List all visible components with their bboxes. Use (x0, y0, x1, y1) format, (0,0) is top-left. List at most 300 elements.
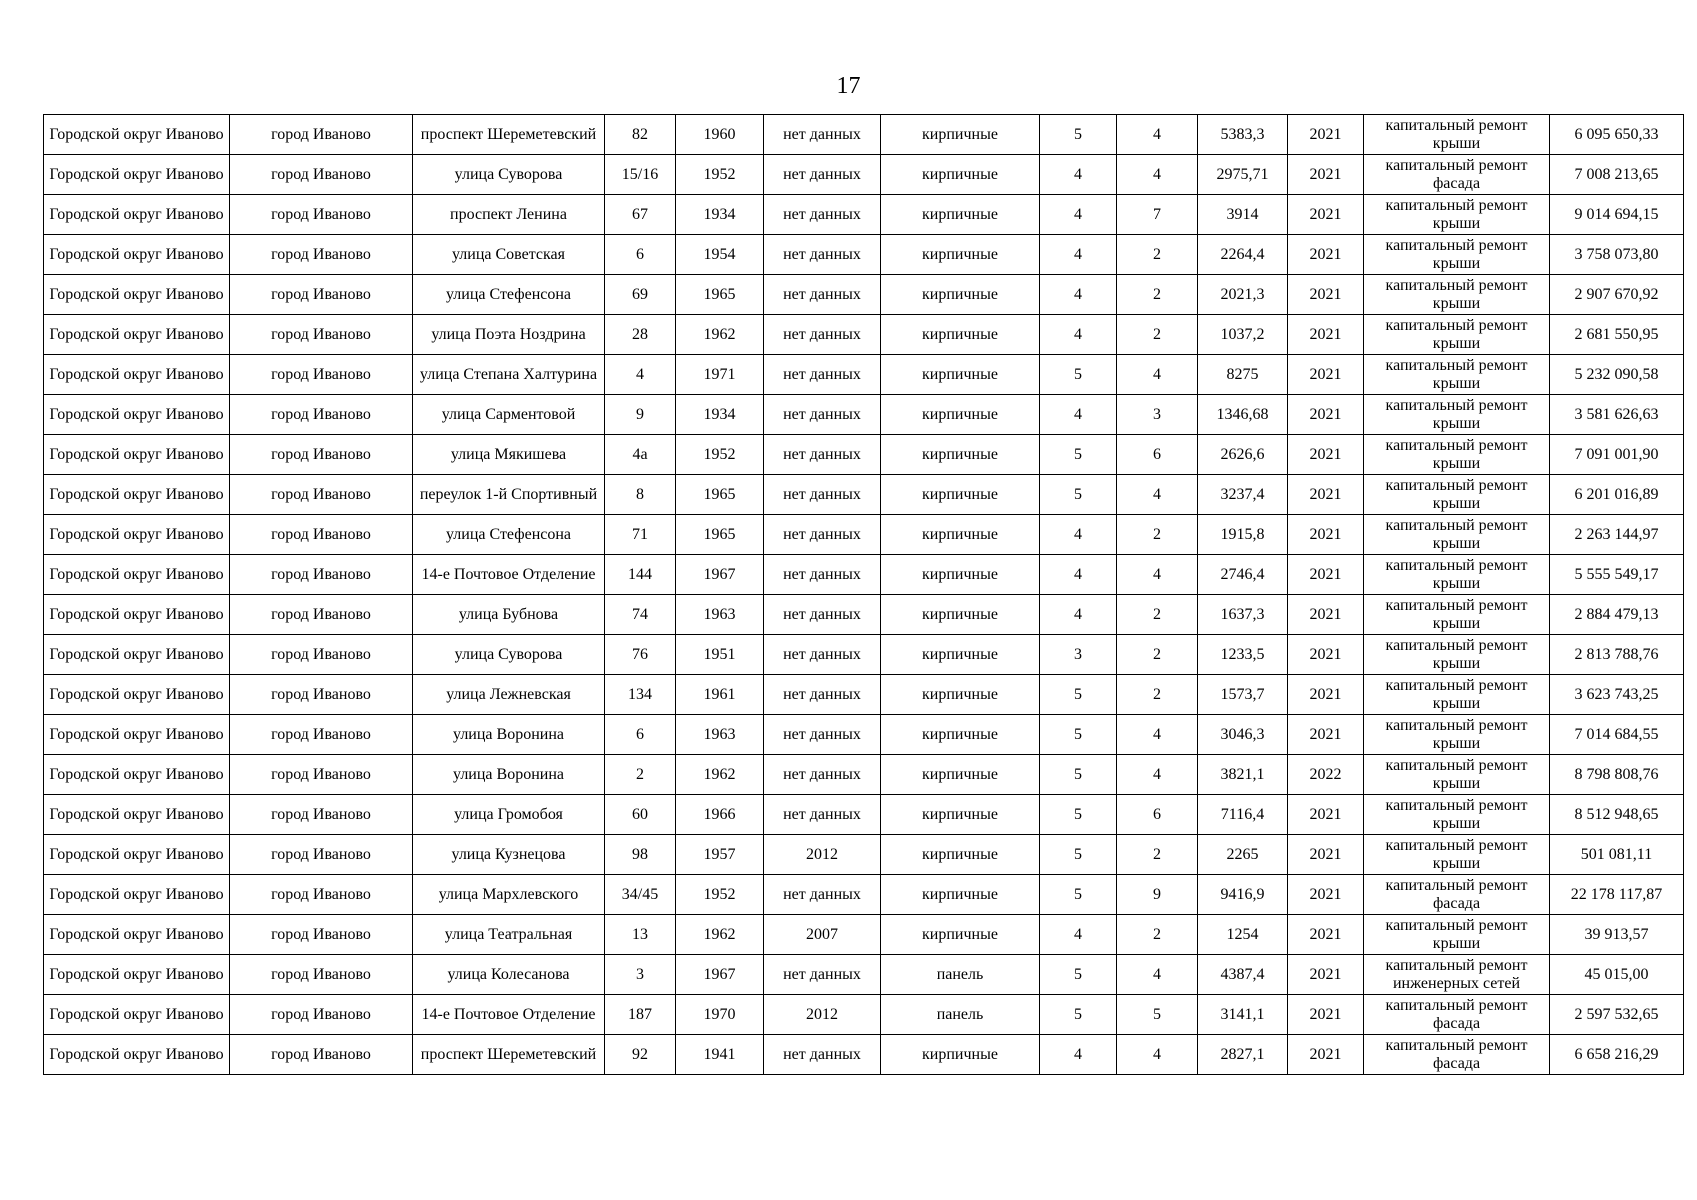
floors-cell: 5 (1040, 115, 1117, 155)
built-year-cell: 1952 (676, 435, 764, 475)
planned-year-cell: 2021 (1288, 595, 1364, 635)
work-type-cell: капитальный ремонт крыши (1364, 235, 1550, 275)
planned-year-cell: 2021 (1288, 995, 1364, 1035)
cost-cell: 5 232 090,58 (1550, 355, 1684, 395)
house-number-cell: 69 (605, 275, 676, 315)
table-row (44, 235, 1684, 275)
house-number-cell: 4а (605, 435, 676, 475)
area-cell: 5383,3 (1198, 115, 1288, 155)
built-year-cell: 1957 (676, 835, 764, 875)
table-row (44, 515, 1684, 555)
work-type-cell: капитальный ремонт крыши (1364, 555, 1550, 595)
municipality-cell: Городской округ Иваново (44, 875, 230, 915)
municipality-cell: Городской округ Иваново (44, 435, 230, 475)
built-year-cell: 1963 (676, 595, 764, 635)
entrances-cell: 2 (1117, 915, 1198, 955)
table-row (44, 155, 1684, 195)
planned-year-cell: 2021 (1288, 635, 1364, 675)
built-year-cell: 1952 (676, 875, 764, 915)
street-cell: улица Стефенсона (413, 275, 605, 315)
last-repair-year-cell: нет данных (764, 795, 881, 835)
work-type-cell: капитальный ремонт крыши (1364, 195, 1550, 235)
wall-material-cell: кирпичные (881, 115, 1040, 155)
wall-material-cell: кирпичные (881, 555, 1040, 595)
municipality-cell: Городской округ Иваново (44, 675, 230, 715)
wall-material-cell: кирпичные (881, 755, 1040, 795)
street-cell: улица Лежневская (413, 675, 605, 715)
built-year-cell: 1941 (676, 1035, 764, 1075)
entrances-cell: 2 (1117, 675, 1198, 715)
settlement-cell: город Иваново (230, 555, 413, 595)
last-repair-year-cell: нет данных (764, 235, 881, 275)
floors-cell: 4 (1040, 395, 1117, 435)
entrances-cell: 2 (1117, 595, 1198, 635)
cost-cell: 7 014 684,55 (1550, 715, 1684, 755)
municipality-cell: Городской округ Иваново (44, 955, 230, 995)
house-number-cell: 74 (605, 595, 676, 635)
house-number-cell: 71 (605, 515, 676, 555)
street-cell: 14-е Почтовое Отделение (413, 555, 605, 595)
settlement-cell: город Иваново (230, 195, 413, 235)
house-number-cell: 60 (605, 795, 676, 835)
last-repair-year-cell: нет данных (764, 715, 881, 755)
floors-cell: 5 (1040, 795, 1117, 835)
last-repair-year-cell: нет данных (764, 595, 881, 635)
floors-cell: 5 (1040, 755, 1117, 795)
table-row (44, 395, 1684, 435)
wall-material-cell: кирпичные (881, 635, 1040, 675)
house-number-cell: 76 (605, 635, 676, 675)
wall-material-cell: кирпичные (881, 515, 1040, 555)
floors-cell: 5 (1040, 435, 1117, 475)
work-type-cell: капитальный ремонт крыши (1364, 395, 1550, 435)
work-type-cell: капитальный ремонт инженерных сетей (1364, 955, 1550, 995)
wall-material-cell: кирпичные (881, 675, 1040, 715)
work-type-cell: капитальный ремонт фасада (1364, 1035, 1550, 1075)
last-repair-year-cell: нет данных (764, 155, 881, 195)
last-repair-year-cell: 2012 (764, 835, 881, 875)
floors-cell: 4 (1040, 275, 1117, 315)
settlement-cell: город Иваново (230, 275, 413, 315)
entrances-cell: 2 (1117, 235, 1198, 275)
entrances-cell: 4 (1117, 155, 1198, 195)
built-year-cell: 1951 (676, 635, 764, 675)
built-year-cell: 1952 (676, 155, 764, 195)
table-row (44, 355, 1684, 395)
wall-material-cell: панель (881, 955, 1040, 995)
area-cell: 1037,2 (1198, 315, 1288, 355)
built-year-cell: 1965 (676, 475, 764, 515)
house-number-cell: 6 (605, 235, 676, 275)
settlement-cell: город Иваново (230, 1035, 413, 1075)
planned-year-cell: 2021 (1288, 795, 1364, 835)
cost-cell: 45 015,00 (1550, 955, 1684, 995)
planned-year-cell: 2021 (1288, 275, 1364, 315)
planned-year-cell: 2021 (1288, 115, 1364, 155)
built-year-cell: 1934 (676, 195, 764, 235)
street-cell: улица Суворова (413, 155, 605, 195)
settlement-cell: город Иваново (230, 235, 413, 275)
area-cell: 1637,3 (1198, 595, 1288, 635)
entrances-cell: 7 (1117, 195, 1198, 235)
floors-cell: 5 (1040, 355, 1117, 395)
wall-material-cell: кирпичные (881, 355, 1040, 395)
entrances-cell: 6 (1117, 435, 1198, 475)
area-cell: 4387,4 (1198, 955, 1288, 995)
wall-material-cell: кирпичные (881, 795, 1040, 835)
settlement-cell: город Иваново (230, 315, 413, 355)
built-year-cell: 1934 (676, 395, 764, 435)
house-number-cell: 134 (605, 675, 676, 715)
cost-cell: 8 798 808,76 (1550, 755, 1684, 795)
wall-material-cell: кирпичные (881, 195, 1040, 235)
work-type-cell: капитальный ремонт крыши (1364, 795, 1550, 835)
table-row (44, 875, 1684, 915)
floors-cell: 4 (1040, 235, 1117, 275)
municipality-cell: Городской округ Иваново (44, 395, 230, 435)
street-cell: проспект Шереметевский (413, 115, 605, 155)
floors-cell: 5 (1040, 675, 1117, 715)
area-cell: 9416,9 (1198, 875, 1288, 915)
last-repair-year-cell: нет данных (764, 755, 881, 795)
entrances-cell: 4 (1117, 715, 1198, 755)
street-cell: проспект Шереметевский (413, 1035, 605, 1075)
street-cell: улица Мархлевского (413, 875, 605, 915)
settlement-cell: город Иваново (230, 755, 413, 795)
last-repair-year-cell: нет данных (764, 635, 881, 675)
settlement-cell: город Иваново (230, 635, 413, 675)
cost-cell: 3 581 626,63 (1550, 395, 1684, 435)
settlement-cell: город Иваново (230, 875, 413, 915)
house-number-cell: 8 (605, 475, 676, 515)
work-type-cell: капитальный ремонт крыши (1364, 715, 1550, 755)
street-cell: улица Мякишева (413, 435, 605, 475)
wall-material-cell: кирпичные (881, 435, 1040, 475)
street-cell: улица Суворова (413, 635, 605, 675)
last-repair-year-cell: нет данных (764, 315, 881, 355)
municipality-cell: Городской округ Иваново (44, 155, 230, 195)
planned-year-cell: 2021 (1288, 395, 1364, 435)
cost-cell: 2 813 788,76 (1550, 635, 1684, 675)
area-cell: 2746,4 (1198, 555, 1288, 595)
planned-year-cell: 2021 (1288, 155, 1364, 195)
planned-year-cell: 2021 (1288, 515, 1364, 555)
planned-year-cell: 2021 (1288, 835, 1364, 875)
floors-cell: 5 (1040, 715, 1117, 755)
table-row (44, 595, 1684, 635)
work-type-cell: капитальный ремонт крыши (1364, 835, 1550, 875)
cost-cell: 501 081,11 (1550, 835, 1684, 875)
municipality-cell: Городской округ Иваново (44, 595, 230, 635)
cost-cell: 2 884 479,13 (1550, 595, 1684, 635)
planned-year-cell: 2021 (1288, 715, 1364, 755)
cost-cell: 7 091 001,90 (1550, 435, 1684, 475)
last-repair-year-cell: нет данных (764, 675, 881, 715)
floors-cell: 4 (1040, 155, 1117, 195)
house-number-cell: 98 (605, 835, 676, 875)
work-type-cell: капитальный ремонт крыши (1364, 595, 1550, 635)
work-type-cell: капитальный ремонт фасада (1364, 155, 1550, 195)
cost-cell: 3 758 073,80 (1550, 235, 1684, 275)
table-row (44, 995, 1684, 1035)
last-repair-year-cell: нет данных (764, 395, 881, 435)
municipality-cell: Городской округ Иваново (44, 795, 230, 835)
municipality-cell: Городской округ Иваново (44, 475, 230, 515)
area-cell: 1233,5 (1198, 635, 1288, 675)
entrances-cell: 5 (1117, 995, 1198, 1035)
entrances-cell: 9 (1117, 875, 1198, 915)
settlement-cell: город Иваново (230, 915, 413, 955)
last-repair-year-cell: нет данных (764, 195, 881, 235)
built-year-cell: 1967 (676, 555, 764, 595)
work-type-cell: капитальный ремонт крыши (1364, 115, 1550, 155)
house-number-cell: 82 (605, 115, 676, 155)
work-type-cell: капитальный ремонт крыши (1364, 315, 1550, 355)
floors-cell: 4 (1040, 195, 1117, 235)
floors-cell: 5 (1040, 955, 1117, 995)
built-year-cell: 1962 (676, 915, 764, 955)
house-number-cell: 9 (605, 395, 676, 435)
cost-cell: 3 623 743,25 (1550, 675, 1684, 715)
built-year-cell: 1963 (676, 715, 764, 755)
wall-material-cell: кирпичные (881, 275, 1040, 315)
settlement-cell: город Иваново (230, 395, 413, 435)
planned-year-cell: 2021 (1288, 315, 1364, 355)
house-number-cell: 92 (605, 1035, 676, 1075)
area-cell: 2975,71 (1198, 155, 1288, 195)
work-type-cell: капитальный ремонт крыши (1364, 275, 1550, 315)
house-number-cell: 28 (605, 315, 676, 355)
street-cell: улица Воронина (413, 755, 605, 795)
municipality-cell: Городской округ Иваново (44, 835, 230, 875)
planned-year-cell: 2021 (1288, 435, 1364, 475)
area-cell: 8275 (1198, 355, 1288, 395)
planned-year-cell: 2021 (1288, 235, 1364, 275)
municipality-cell: Городской округ Иваново (44, 115, 230, 155)
settlement-cell: город Иваново (230, 955, 413, 995)
street-cell: улица Советская (413, 235, 605, 275)
municipality-cell: Городской округ Иваново (44, 355, 230, 395)
house-number-cell: 4 (605, 355, 676, 395)
street-cell: 14-е Почтовое Отделение (413, 995, 605, 1035)
table-row (44, 715, 1684, 755)
area-cell: 3046,3 (1198, 715, 1288, 755)
house-number-cell: 15/16 (605, 155, 676, 195)
wall-material-cell: кирпичные (881, 235, 1040, 275)
floors-cell: 4 (1040, 595, 1117, 635)
floors-cell: 4 (1040, 555, 1117, 595)
planned-year-cell: 2021 (1288, 475, 1364, 515)
area-cell: 2626,6 (1198, 435, 1288, 475)
work-type-cell: капитальный ремонт фасада (1364, 995, 1550, 1035)
planned-year-cell: 2022 (1288, 755, 1364, 795)
street-cell: улица Стефенсона (413, 515, 605, 555)
wall-material-cell: кирпичные (881, 315, 1040, 355)
area-cell: 2264,4 (1198, 235, 1288, 275)
municipality-cell: Городской округ Иваново (44, 195, 230, 235)
floors-cell: 4 (1040, 515, 1117, 555)
municipality-cell: Городской округ Иваново (44, 915, 230, 955)
street-cell: улица Сарментовой (413, 395, 605, 435)
last-repair-year-cell: нет данных (764, 115, 881, 155)
wall-material-cell: кирпичные (881, 475, 1040, 515)
work-type-cell: капитальный ремонт крыши (1364, 515, 1550, 555)
floors-cell: 4 (1040, 1035, 1117, 1075)
entrances-cell: 2 (1117, 315, 1198, 355)
house-number-cell: 144 (605, 555, 676, 595)
planned-year-cell: 2021 (1288, 555, 1364, 595)
last-repair-year-cell: нет данных (764, 355, 881, 395)
last-repair-year-cell: 2012 (764, 995, 881, 1035)
table-row (44, 755, 1684, 795)
entrances-cell: 2 (1117, 275, 1198, 315)
area-cell: 3141,1 (1198, 995, 1288, 1035)
cost-cell: 39 913,57 (1550, 915, 1684, 955)
municipality-cell: Городской округ Иваново (44, 275, 230, 315)
entrances-cell: 4 (1117, 955, 1198, 995)
table-row (44, 555, 1684, 595)
municipality-cell: Городской округ Иваново (44, 315, 230, 355)
settlement-cell: город Иваново (230, 115, 413, 155)
page-number: 17 (836, 73, 861, 99)
municipality-cell: Городской округ Иваново (44, 755, 230, 795)
planned-year-cell: 2021 (1288, 955, 1364, 995)
built-year-cell: 1962 (676, 755, 764, 795)
planned-year-cell: 2021 (1288, 675, 1364, 715)
table-row (44, 675, 1684, 715)
work-type-cell: капитальный ремонт крыши (1364, 355, 1550, 395)
area-cell: 3237,4 (1198, 475, 1288, 515)
floors-cell: 4 (1040, 915, 1117, 955)
settlement-cell: город Иваново (230, 675, 413, 715)
wall-material-cell: кирпичные (881, 835, 1040, 875)
built-year-cell: 1967 (676, 955, 764, 995)
table-row (44, 635, 1684, 675)
table-row (44, 1035, 1684, 1075)
planned-year-cell: 2021 (1288, 195, 1364, 235)
table-row (44, 915, 1684, 955)
settlement-cell: город Иваново (230, 595, 413, 635)
settlement-cell: город Иваново (230, 355, 413, 395)
entrances-cell: 2 (1117, 635, 1198, 675)
planned-year-cell: 2021 (1288, 355, 1364, 395)
last-repair-year-cell: нет данных (764, 435, 881, 475)
housing-repair-table (43, 114, 1684, 1075)
entrances-cell: 4 (1117, 115, 1198, 155)
area-cell: 1254 (1198, 915, 1288, 955)
table-row (44, 435, 1684, 475)
last-repair-year-cell: нет данных (764, 555, 881, 595)
settlement-cell: город Иваново (230, 155, 413, 195)
table-row (44, 275, 1684, 315)
municipality-cell: Городской округ Иваново (44, 235, 230, 275)
entrances-cell: 4 (1117, 355, 1198, 395)
entrances-cell: 4 (1117, 475, 1198, 515)
cost-cell: 5 555 549,17 (1550, 555, 1684, 595)
entrances-cell: 3 (1117, 395, 1198, 435)
floors-cell: 4 (1040, 315, 1117, 355)
house-number-cell: 6 (605, 715, 676, 755)
work-type-cell: капитальный ремонт крыши (1364, 915, 1550, 955)
planned-year-cell: 2021 (1288, 1035, 1364, 1075)
street-cell: улица Колесанова (413, 955, 605, 995)
last-repair-year-cell: 2007 (764, 915, 881, 955)
wall-material-cell: панель (881, 995, 1040, 1035)
cost-cell: 9 014 694,15 (1550, 195, 1684, 235)
house-number-cell: 2 (605, 755, 676, 795)
settlement-cell: город Иваново (230, 715, 413, 755)
street-cell: улица Воронина (413, 715, 605, 755)
house-number-cell: 13 (605, 915, 676, 955)
wall-material-cell: кирпичные (881, 915, 1040, 955)
municipality-cell: Городской округ Иваново (44, 1035, 230, 1075)
work-type-cell: капитальный ремонт крыши (1364, 755, 1550, 795)
built-year-cell: 1970 (676, 995, 764, 1035)
area-cell: 3914 (1198, 195, 1288, 235)
work-type-cell: капитальный ремонт крыши (1364, 475, 1550, 515)
work-type-cell: капитальный ремонт крыши (1364, 435, 1550, 475)
cost-cell: 2 263 144,97 (1550, 515, 1684, 555)
table-row (44, 955, 1684, 995)
floors-cell: 5 (1040, 835, 1117, 875)
last-repair-year-cell: нет данных (764, 515, 881, 555)
settlement-cell: город Иваново (230, 475, 413, 515)
cost-cell: 6 201 016,89 (1550, 475, 1684, 515)
wall-material-cell: кирпичные (881, 715, 1040, 755)
house-number-cell: 187 (605, 995, 676, 1035)
settlement-cell: город Иваново (230, 835, 413, 875)
house-number-cell: 34/45 (605, 875, 676, 915)
cost-cell: 6 095 650,33 (1550, 115, 1684, 155)
built-year-cell: 1962 (676, 315, 764, 355)
street-cell: улица Поэта Ноздрина (413, 315, 605, 355)
cost-cell: 6 658 216,29 (1550, 1035, 1684, 1075)
wall-material-cell: кирпичные (881, 395, 1040, 435)
area-cell: 1573,7 (1198, 675, 1288, 715)
last-repair-year-cell: нет данных (764, 475, 881, 515)
area-cell: 7116,4 (1198, 795, 1288, 835)
planned-year-cell: 2021 (1288, 875, 1364, 915)
last-repair-year-cell: нет данных (764, 875, 881, 915)
wall-material-cell: кирпичные (881, 1035, 1040, 1075)
cost-cell: 7 008 213,65 (1550, 155, 1684, 195)
settlement-cell: город Иваново (230, 515, 413, 555)
built-year-cell: 1954 (676, 235, 764, 275)
cost-cell: 8 512 948,65 (1550, 795, 1684, 835)
built-year-cell: 1965 (676, 515, 764, 555)
cost-cell: 2 681 550,95 (1550, 315, 1684, 355)
table-row (44, 475, 1684, 515)
entrances-cell: 2 (1117, 835, 1198, 875)
built-year-cell: 1965 (676, 275, 764, 315)
work-type-cell: капитальный ремонт крыши (1364, 635, 1550, 675)
entrances-cell: 4 (1117, 755, 1198, 795)
last-repair-year-cell: нет данных (764, 275, 881, 315)
street-cell: улица Бубнова (413, 595, 605, 635)
area-cell: 2827,1 (1198, 1035, 1288, 1075)
area-cell: 1915,8 (1198, 515, 1288, 555)
street-cell: улица Громобоя (413, 795, 605, 835)
area-cell: 3821,1 (1198, 755, 1288, 795)
street-cell: улица Театральная (413, 915, 605, 955)
built-year-cell: 1966 (676, 795, 764, 835)
table-row (44, 835, 1684, 875)
entrances-cell: 2 (1117, 515, 1198, 555)
municipality-cell: Городской округ Иваново (44, 715, 230, 755)
area-cell: 2265 (1198, 835, 1288, 875)
floors-cell: 5 (1040, 875, 1117, 915)
wall-material-cell: кирпичные (881, 595, 1040, 635)
